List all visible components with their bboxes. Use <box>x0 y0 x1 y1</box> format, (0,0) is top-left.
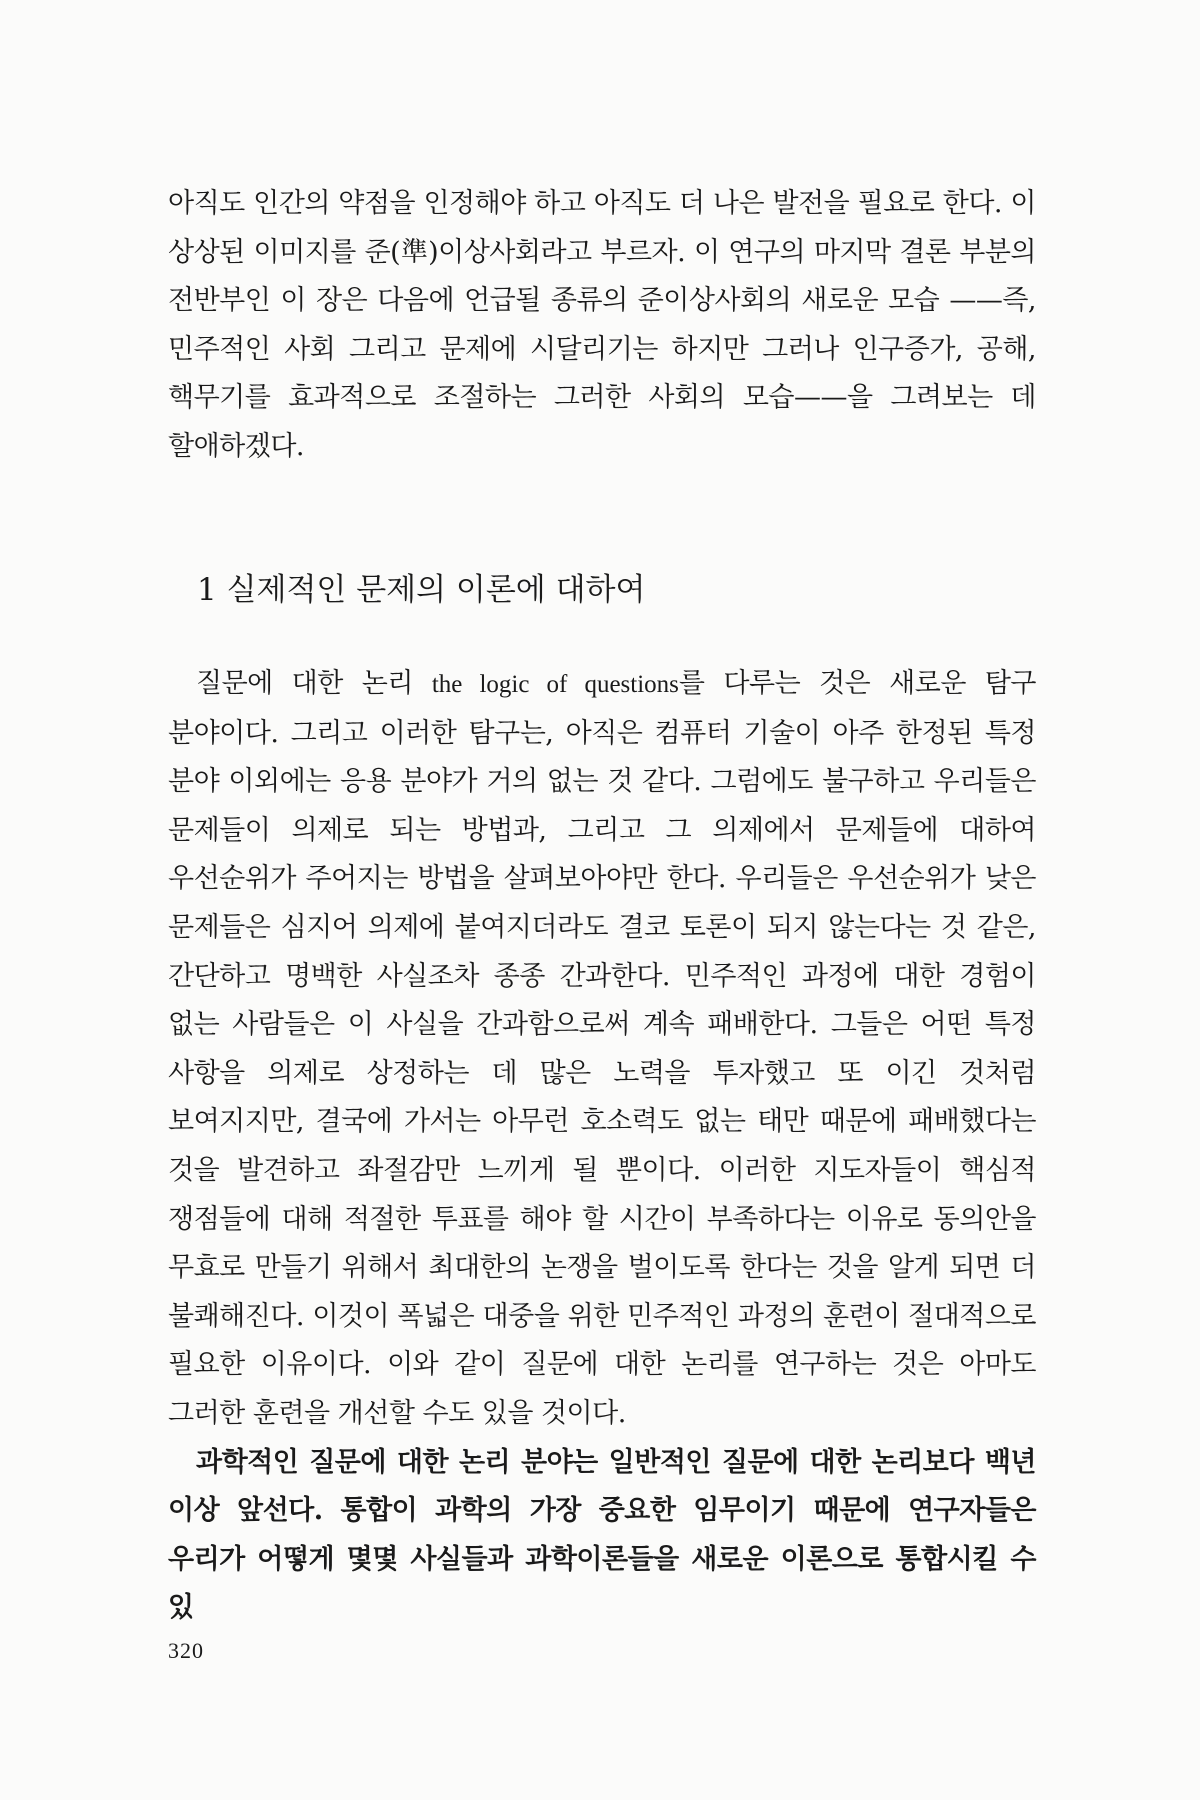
paragraph-1-english-term: the logic of questions <box>431 671 679 698</box>
section-body <box>168 660 1036 1633</box>
paragraph-1-lead: 질문에 대한 논리 <box>196 668 432 699</box>
section-paragraph-1 <box>168 660 1036 1439</box>
intro-text: 아직도 인간의 약점을 인정해야 하고 아직도 더 나은 발전을 필요로 한다. 이 상상된 이미지를 준(準)이상사회라고 부르자. 이 연구의 마지막 결론 부분의 전반부인 이 장은 다음에 언급될 종류의 준이상사회의 새로운 모습 ——즉, 민주적인 사회 그리고 문제에 시달리기는 하지만 그러나 인구증가, 공해, 핵무기를 효과적으로 조절하는 그러한 사회의 모습——을 그려보는 데 할애하겠다. <box>168 188 1036 462</box>
paragraph-1-rest: 를 다루는 것은 새로운 탐구 분야이다. 그리고 이러한 탐구는, 아직은 컴퓨터 기술이 아주 한정된 특정 분야 이외에는 응용 분야가 거의 없는 것 같다. 그럼에도 불구하고 우리들은 문제들이 의제로 되는 방법과, 그리고 그 의제에서 문제들에 대하여 우선순위가 주어지는 방법을 살펴보아야만 한다. 우리들은 우선순위가 낮은 문제들은 심지어 의제에 붙여지더라도 결코 토론이 되지 않는다는 것 같은, 간단하고 명백한 사실조차 종종 간과한다. 민주적인 과정에 대한 경험이 없는 사람들은 이 사실을 간과함으로써 계속 패배한다. 그들은 어떤 특정 사항을 의제로 상정하는 데 많은 노력을 투자했고 또 이긴 것처럼 보여지지만, 결국에 가서는 아무런 호소력도 없는 태만 때문에 패배했다는 것을 발견하고 좌절감만 느끼게 될 뿐이다. 이러한 지도자들이 핵심적 쟁점들에 대해 적절한 투표를 해야 할 시간이 부족하다는 이유로 동의안을 무효로 만들기 위해서 최대한의 논쟁을 벌이도록 한다는 것을 알게 되면 더 불쾌해진다. 이것이 폭넓은 대중을 위한 민주적인 과정의 훈련이 절대적으로 필요한 이유이다. 이와 같이 질문에 대한 논리를 연구하는 것은 아마도 그러한 훈련을 개선할 수도 있을 것이다. <box>168 668 1037 1429</box>
page-number: 320 <box>168 1638 204 1663</box>
section-paragraph-2: 과학적인 질문에 대한 논리 분야는 일반적인 질문에 대한 논리보다 백년 이상 앞선다. 통합이 과학의 가장 중요한 임무이기 때문에 연구자들은 우리가 어떻게 몇몇 사실들과 과학이론들을 새로운 이론으로 통합시킬 수 있 <box>168 1446 1036 1624</box>
intro-paragraph <box>168 180 1036 472</box>
section-heading: 1 실제적인 문제의 이론에 대하여 <box>197 572 646 608</box>
